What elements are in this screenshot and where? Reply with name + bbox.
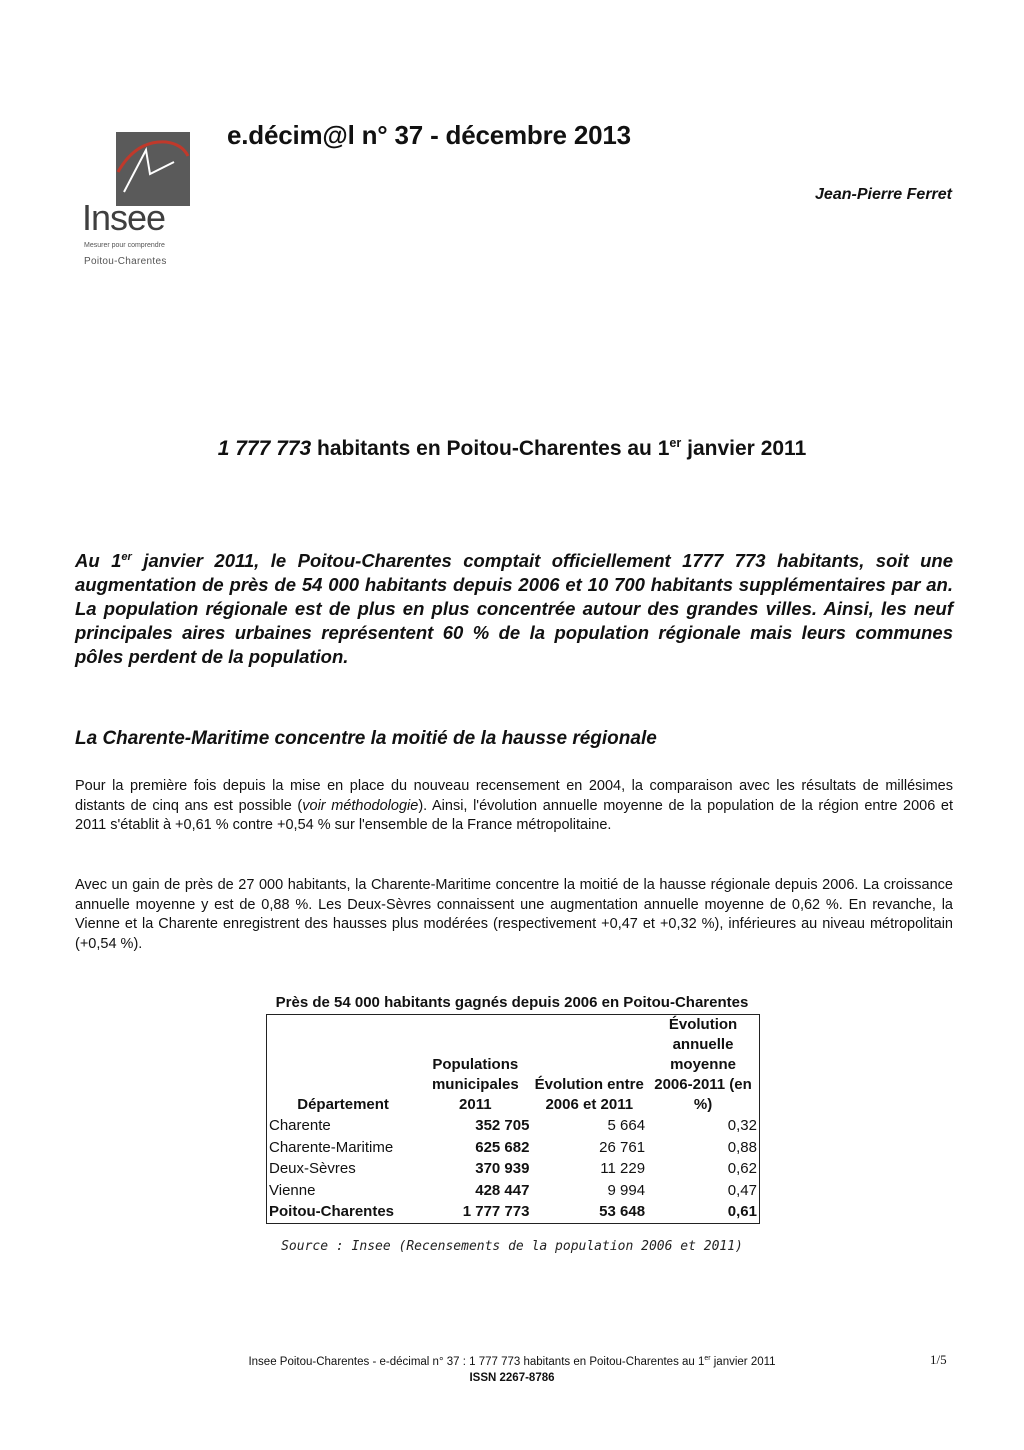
para1-text-b: ). Ainsi, l'évolution annuelle moyenne de la population de la région entre 2006 et 2011 s'établit à +0,61 % contre +0,54 % sur l'ensemble de la France métropolitaine. (75, 797, 953, 833)
cell-annuelle: 0,61 (727, 1203, 757, 1220)
cell-evolution: 11 229 (600, 1160, 646, 1177)
cell-departement: Deux-Sèvres (269, 1160, 356, 1177)
lead-sup: er (121, 551, 132, 563)
title-text: habitants en Poitou-Charentes au 1 (311, 437, 670, 460)
cell-population: 625 682 (475, 1138, 530, 1156)
methodology-link[interactable]: voir méthodologie (302, 797, 419, 814)
lead-prefix: Au 1 (75, 550, 122, 572)
header-evolution: Évolution entre 2006 et 2011 (534, 1076, 644, 1113)
logo-tagline: Mesurer pour comprendre (84, 242, 165, 249)
population-table (266, 1014, 760, 1224)
para1-text-a: Pour la première fois depuis la mise en place du nouveau recensement en 2004, la comparaison avec les résultats de millésimes distants de cinq ans est possible ( (75, 778, 953, 814)
lead-text: janvier 2011, le Poitou-Charentes comptait officiellement 1777 773 habitants, soit une augmentation de près de 54 000 habitants depuis 2006 et 10 700 habitants supplémentaires par an. La population régionale est de plus en plus concentrée autour des grandes villes. Ainsi, les neuf principales aires urbaines représentent 60 % de la population régionale mais leurs communes pôles perdent de la population. (75, 550, 954, 668)
cell-population: 370 939 (475, 1160, 530, 1177)
cell-annuelle: 0,62 (727, 1160, 757, 1177)
table-title: Près de 54 000 habitants gagnés depuis 2006 en Poitou-Charentes (275, 994, 749, 1011)
cell-departement: Charente (269, 1117, 331, 1134)
logo-wordmark: Insee (82, 197, 166, 238)
logo-mark (116, 132, 190, 206)
cell-evolution: 9 994 (607, 1181, 646, 1199)
insee-logo (82, 130, 194, 275)
cell-population: 1 777 773 (462, 1203, 530, 1220)
cell-departement: Vienne (269, 1181, 316, 1199)
footer-text-b: janvier 2011 (710, 1355, 776, 1368)
table-source: Source : Insee (Recensements de la population 2006 et 2011) (281, 1239, 743, 1254)
footer-issn: ISSN 2267-8786 (469, 1372, 555, 1384)
table-header-row (267, 1015, 760, 1116)
cell-annuelle: 0,47 (727, 1181, 757, 1199)
cell-annuelle: 0,32 (727, 1117, 757, 1134)
footer-sup: er (704, 1355, 711, 1362)
author: Jean-Pierre Ferret (815, 186, 952, 203)
footer-text (0, 1355, 1024, 1368)
title-text-end: janvier 2011 (681, 437, 807, 460)
table-row (267, 1180, 760, 1202)
table-row (267, 1158, 760, 1180)
logo-swoosh-icon (116, 132, 190, 206)
table-row (267, 1137, 760, 1159)
header-departement: Département (297, 1096, 389, 1113)
header-annuelle: Évolution annuelle moyenne 2006-2011 (en %) (654, 1016, 752, 1113)
main-title (0, 436, 1024, 461)
lead-paragraph (75, 545, 953, 669)
title-sup: er (669, 436, 682, 450)
body-paragraph-2: Avec un gain de près de 27 000 habitants, la Charente-Maritime concentre la moitié de la hausse régionale depuis 2006. La croissance annuelle moyenne y est de 0,88 %. Les Deux-Sèvres connaissent une augmentation annuelle moyenne de 0,62 %. En revanche, la Vienne et la Charente enregistrent des hausses plus modérées (respectivement +0,47 et +0,32 %), inférieures au niveau métropolitain (+0,54 %). (75, 877, 953, 952)
cell-evolution: 53 648 (599, 1203, 646, 1220)
body-paragraph-1 (75, 777, 953, 836)
title-number: 1 777 773 (217, 437, 312, 460)
section-title: La Charente-Maritime concentre la moitié de la hausse régionale (75, 728, 657, 749)
cell-annuelle: 0,88 (727, 1138, 757, 1156)
cell-departement: Charente-Maritime (269, 1138, 394, 1156)
table-row (267, 1115, 760, 1137)
issue-title: e.décim@l n° 37 - décembre 2013 (227, 120, 631, 150)
page-number: 1/5 (930, 1352, 947, 1367)
cell-population: 428 447 (475, 1181, 530, 1199)
logo-region: Poitou-Charentes (84, 256, 167, 267)
cell-evolution: 26 761 (599, 1138, 646, 1156)
cell-population: 352 705 (475, 1117, 530, 1134)
cell-departement: Poitou-Charentes (269, 1203, 395, 1220)
header-populations: Populations municipales 2011 (431, 1056, 519, 1113)
cell-evolution: 5 664 (607, 1117, 646, 1134)
footer-text-a: Insee Poitou-Charentes - e-décimal n° 37 : 1 777 773 habitants en Poitou-Charentes au 1 (248, 1355, 705, 1368)
table-total-row (267, 1201, 760, 1223)
